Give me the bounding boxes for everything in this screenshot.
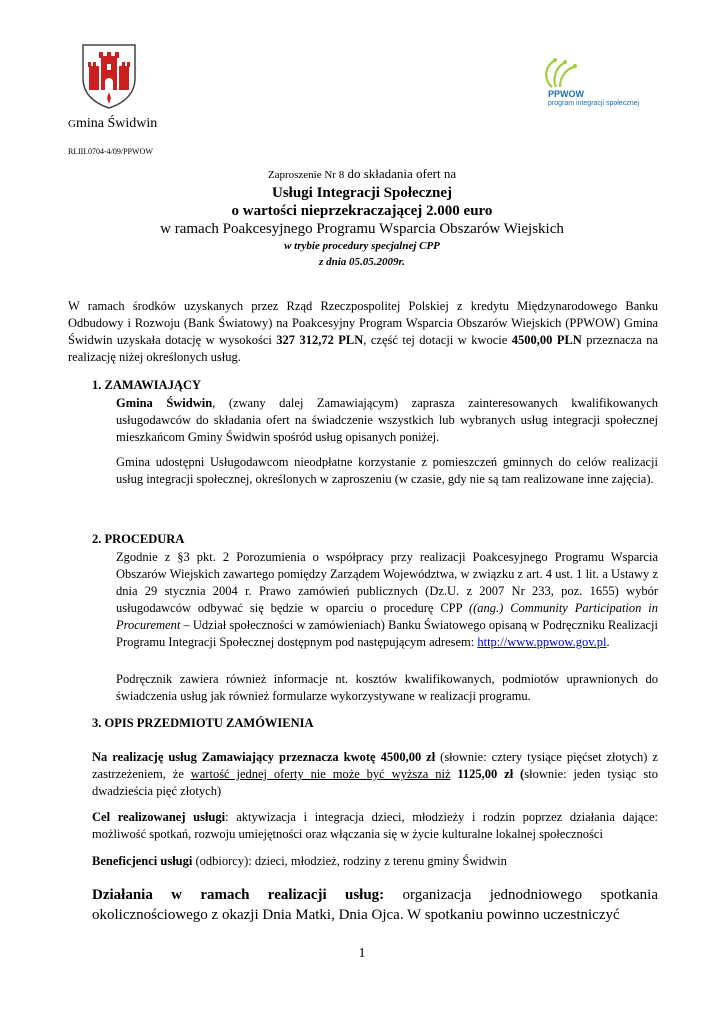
section-2-heading: 2. PROCEDURA [92,532,185,546]
title-line-4: w ramach Poakcesyjnego Programu Wsparcia Obszarów Wiejskich [160,221,564,237]
ppwow-swirl-icon [530,55,660,89]
gmina-name: Gmina Świdwin [68,116,158,131]
title-line-2: Usługi Integracji Społecznej [272,185,452,201]
title-line-3: o wartości nieprzekraczającej 2.000 euro [231,203,493,219]
section-1-paragraph-2: Gmina udostępni Usługodawcom nieodpłatne korzystanie z pomieszczeń gminnych do celów realizacji usług integracji społecznej, określonych w zaproszeniu (w czasie, gdy nie są tam realizowane inne zajęcia). [116,455,658,486]
section-3-actions-paragraph: Działania w ramach realizacji usług: organizacja jednodniowego spotkania okolicznościowego z okazji Dnia Matki, Dnia Ojca. W spotkaniu powinno uczestniczyć [92,887,658,923]
section-2-paragraph-2: Podręcznik zawiera również informacje nt. kosztów kwalifikowanych, podmiotów uprawnionych do świadczenia usług jak również formularze wykorzystywane w realizacji programu. [116,672,658,703]
reference-number: RI.III.0704-4/09/PPWOW [68,147,153,156]
section-3-heading: 3. OPIS PRZEDMIOTU ZAMÓWIENIA [92,716,314,730]
section-3-beneficiaries-paragraph: Beneficjenci usługi (odbiorcy): dzieci, młodzież, rodziny z terenu gminy Świdwin [92,854,507,868]
ppwow-website-link[interactable]: http://www.ppwow.gov.pl [477,635,607,649]
gmina-coat-of-arms-icon [80,42,138,110]
section-2-paragraph-1: Zgodnie z §3 pkt. 2 Porozumienia o współpracy przy realizacji Poakcesyjnego Programu Wsparcia Obszarów Wiejskich zawartego pomiędzy Zarządem Województwa, w związku z art. 4 ust. 1 lit. a Ustawy z dnia 29 stycznia 2004 r. Prawo zamówień publicznych (Dz.U. z 2007 Nr 233, poz. 1655) wybór usługodawców odbywać się będzie w oparciu o procedurę CPP ((ang.) Community Participation in Procurement – Udział społeczności w zamówieniach) Banku Światowego opisaną w Podręczniku Realizacji Programu Integracji Społecznej dostępnym pod następującym adresem: http://www.ppwow.gov.pl. [116,550,658,649]
page-number: 1 [358,946,366,961]
section-3-goal-paragraph: Cel realizowanej usługi: aktywizacja i integracja dzieci, młodzieży i rodzin poprzez działania dające: możliwość spotkań, rozwoju umiejętności oraz włączania się w życie kulturalne lokalnej społeczności [92,810,658,841]
title-line-5: w trybie procedury specjalnej CPP [284,240,440,252]
title-line-6: z dnia 05.05.2009r. [319,256,405,268]
section-1-paragraph-1: Gmina Świdwin, (zwany dalej Zamawiającym) zaprasza zainteresowanych kwalifikowanych usługodawców do składania ofert na świadczenie wszystkich lub wybranych usług integracji społecznej mieszkańcom Gminy Świdwin spośród usług opisanych poniżej. [116,396,659,444]
section-3-budget-paragraph: Na realizację usług Zamawiający przeznacza kwotę 4500,00 zł (słownie: cztery tysiące pięćset złotych) z zastrzeżeniem, że wartość jednej oferty nie może być wyższa niż 1125,00 zł (słownie: jeden tysiąc sto dwadzieścia pięć złotych) [92,750,658,798]
ppwow-name: PPWOW [548,89,584,99]
ppwow-subtitle: program integracji społecznej [548,100,640,107]
section-1-heading: 1. ZAMAWIAJĄCY [92,378,202,392]
intro-paragraph: W ramach środków uzyskanych przez Rząd Rzeczpospolitej Polskiej z kredytu Międzynarodowego Banku Odbudowy i Rozwoju (Bank Światowy) na Poakcesyjny Program Wsparcia Obszarów Wiejskich (PPWOW) Gmina Świdwin uzyskała dotację w wysokości 327 312,72 PLN, część tej dotacji w kwocie 4500,00 PLN przeznacza na realizację niżej określonych usług. [68,299,659,364]
ppwow-logo [530,55,660,117]
title-line-1: Zaproszenie Nr 8 do składania ofert na [267,166,457,181]
